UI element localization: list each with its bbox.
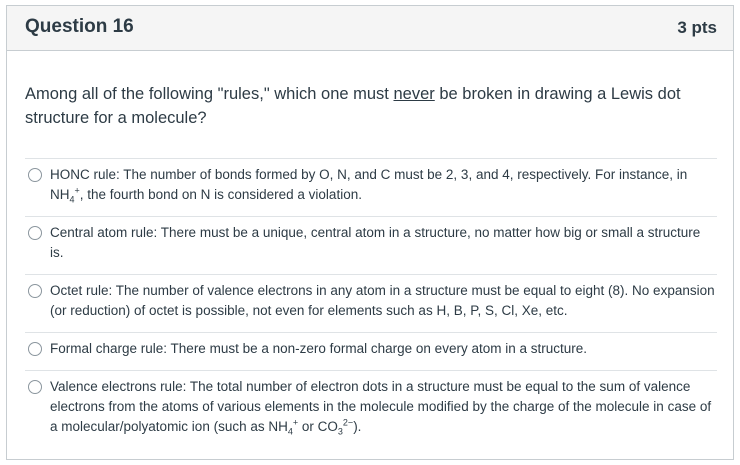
answer-text: Valence electrons rule: The total number of electron dots in a structure must be equal to the sum of valence electrons from the atoms of various elements in the molecule modified by the charge of the molecule in case of a molecular/polyatomic ion (such as $NH_4^+$ or $CO_3^{2-}$).	[50, 379, 712, 437]
radio-button[interactable]	[28, 168, 42, 182]
answer-option-valence-electrons[interactable]	[25, 370, 717, 450]
prompt-text-before: Among all of the following "rules," which one must	[25, 85, 394, 103]
question-card	[6, 5, 734, 460]
answer-text: Octet rule: The number of valence electrons in any atom in a structure must be equal to eight (8). No expansion (or reduction) of octet is possible, not even for elements such as H, B, P, S, Cl, Xe, etc.	[50, 283, 715, 318]
question-prompt	[25, 82, 705, 130]
answer-text: HONC rule: The number of bonds formed by O, N, and C must be 2, 3, and 4, respectively. For instance, in $NH_4^+$, the fourth bond on N is considered a violation.	[50, 167, 688, 205]
answer-option-honc[interactable]	[25, 158, 717, 216]
answer-text: Central atom rule: There must be a unique, central atom in a structure, no matter how big or small a structure is.	[50, 225, 701, 260]
answer-list	[25, 158, 717, 450]
question-header	[7, 6, 733, 51]
answer-option-octet[interactable]	[25, 274, 717, 332]
prompt-text-after: be broken in drawing a Lewis dot structure for a molecule?	[25, 85, 681, 127]
radio-button[interactable]	[28, 226, 42, 240]
answer-text: Formal charge rule: There must be a non-zero formal charge on every atom in a structure.	[50, 341, 587, 356]
radio-button[interactable]	[28, 342, 42, 356]
radio-button[interactable]	[28, 284, 42, 298]
question-title: Question 16	[25, 16, 134, 37]
answer-option-central-atom[interactable]	[25, 216, 717, 274]
answer-option-formal-charge[interactable]	[25, 332, 717, 370]
prompt-emphasis: never	[393, 85, 435, 103]
radio-button[interactable]	[28, 380, 42, 394]
question-points: 3 pts	[677, 18, 717, 37]
